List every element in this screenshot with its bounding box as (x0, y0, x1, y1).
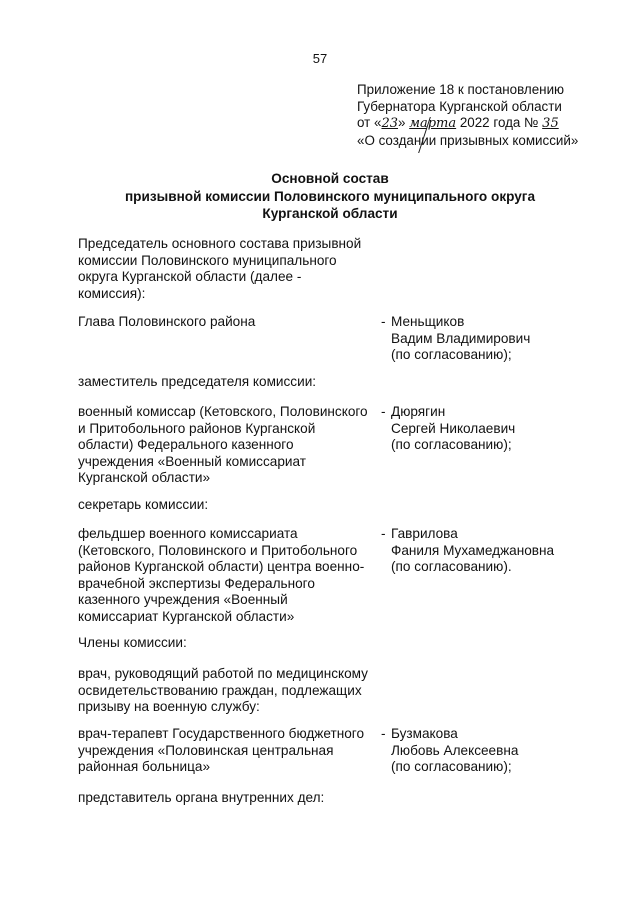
appendix-year-text: 2022 года № (456, 115, 543, 130)
text-line: призыву на военную службу: (78, 699, 260, 714)
title-line-2: призывной комиссии Половинского муниципального округа (124, 188, 536, 204)
text-line: (по согласованию); (391, 347, 512, 362)
text-line: учреждения «Половинская центральная (78, 742, 334, 758)
text-line: районов Курганской области) центра военно- (78, 559, 365, 574)
text-line: области) Федерального казенного (78, 437, 294, 452)
text-line: районная больница» (78, 759, 211, 774)
text-line: врачебной экспертизы Федерального (78, 575, 315, 591)
text-line: Курганской области» (78, 470, 211, 485)
text-line: - Меньщиков (381, 314, 465, 329)
chairman-intro (78, 236, 361, 302)
chairman-name (381, 314, 530, 364)
deputy-position (78, 404, 378, 487)
text-line: Председатель основного состава призывной (78, 236, 362, 251)
text-line: казенного учреждения «Военный (78, 592, 288, 607)
secretary-intro: секретарь комиссии: (78, 497, 209, 512)
appendix-date-sep: » (398, 115, 410, 130)
text-line: - Бузмакова (381, 726, 458, 741)
text-line: военный комиссар (Кетовского, Половинского (78, 404, 368, 419)
appendix-line-1: Приложение 18 к постановлению (357, 82, 565, 97)
text-line: округа Курганской области (далее - (78, 269, 302, 284)
appendix-line-4: «О создании призывных комиссий» (357, 132, 579, 148)
handwritten-day: 23 (381, 116, 399, 131)
text-line: Вадим Владимирович (391, 330, 531, 346)
page-number: 57 (312, 51, 328, 66)
text-line: (по согласованию). (391, 559, 512, 574)
text-line: врач, руководящий работой по медицинскому (78, 666, 368, 681)
handwritten-month: марта (409, 116, 457, 131)
appendix-header (357, 82, 627, 149)
chairman-position: Глава Половинского района (78, 314, 256, 329)
deputy-name (381, 404, 515, 454)
text-line: (по согласованию); (391, 437, 512, 452)
text-line: - Гаврилова (381, 526, 458, 541)
text-line: Сергей Николаевич (391, 420, 516, 436)
text-line: освидетельствованию граждан, подлежащих (78, 682, 362, 698)
doctor-name (381, 726, 518, 776)
handwritten-number: 35 (542, 116, 559, 131)
appendix-line-2: Губернатора Курганской области (357, 98, 562, 114)
doctor-intro (78, 666, 368, 716)
doctor-position (78, 726, 378, 776)
secretary-position (78, 526, 378, 625)
deputy-intro: заместитель председателя комиссии: (78, 374, 317, 389)
text-line: - Дюрягин (381, 404, 446, 419)
title-line-1: Основной состав (271, 171, 389, 186)
title-line-3: Курганской области (262, 206, 398, 221)
text-line: комиссии Половинского муниципального (78, 252, 337, 268)
appendix-date-prefix: от « (357, 115, 382, 130)
document-title (60, 170, 600, 223)
secretary-name (381, 526, 554, 576)
appendix-line-3 (357, 115, 627, 133)
text-line: врач-терапевт Государственного бюджетного (78, 726, 365, 741)
text-line: фельдшер военного комиссариата (78, 526, 298, 541)
members-intro: Члены комиссии: (78, 635, 187, 650)
text-line: Фаниля Мухамеджановна (391, 542, 555, 558)
text-line: комиссариат Курганской области» (78, 608, 295, 624)
police-intro: представитель органа внутренних дел: (78, 790, 325, 805)
text-line: и Притобольного районов Курганской (78, 420, 316, 436)
text-line: (Кетовского, Половинского и Притобольного (78, 542, 358, 558)
text-line: комиссия): (78, 285, 146, 301)
text-line: (по согласованию); (391, 759, 512, 774)
text-line: учреждения «Военный комиссариат (78, 453, 306, 469)
text-line: Любовь Алексеевна (391, 742, 519, 758)
